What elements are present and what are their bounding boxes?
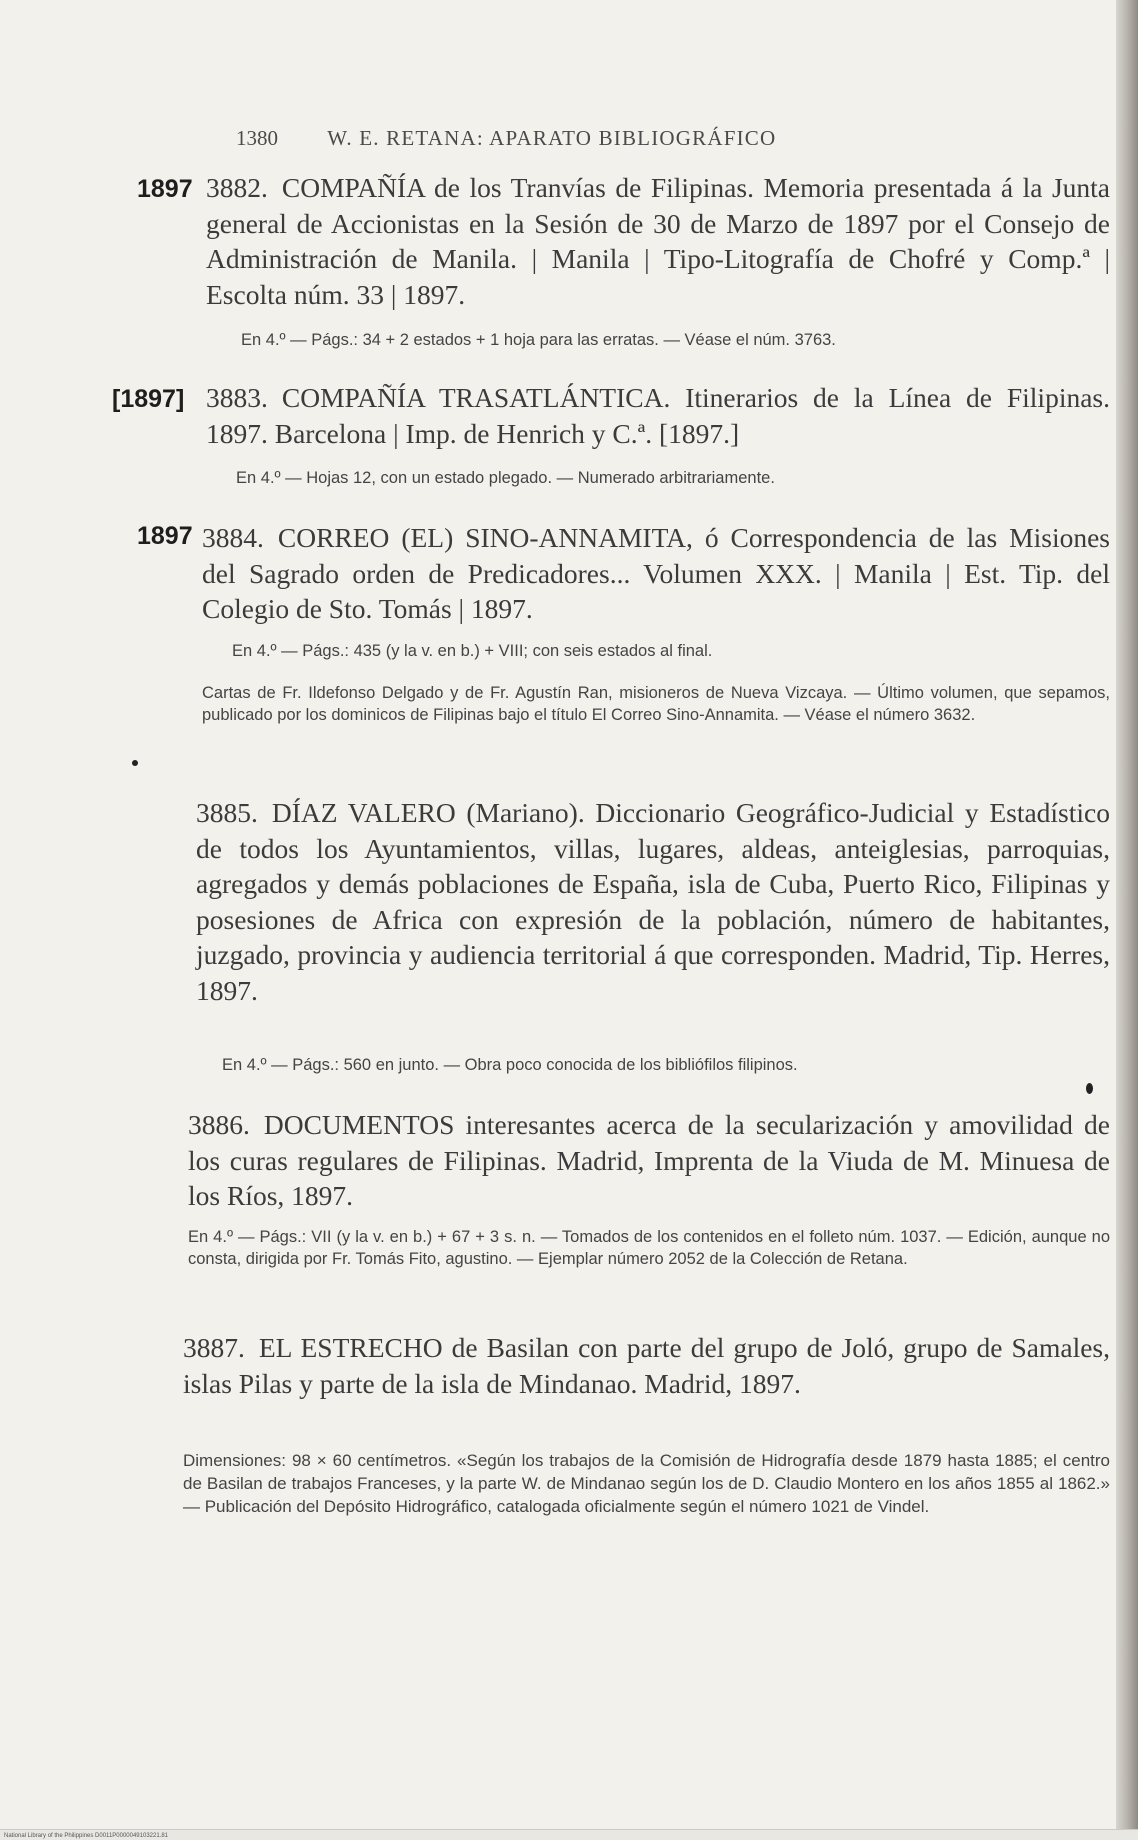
entry-body (202, 520, 1110, 627)
entry-note: En 4.º — Págs.: 435 (y la v. en b.) + VIII; con seis estados al final. (232, 642, 713, 660)
entry-note: En 4.º — Hojas 12, con un estado plegado. — Numerado arbitrariamente. (236, 469, 775, 487)
entry-body (206, 170, 1110, 312)
scan-footer-bar (0, 1829, 1138, 1840)
entry-note: En 4.º — Págs.: VII (y la v. en b.) + 67 + 3 s. n. — Tomados de los contenidos en el folleto núm. 1037. — Edición, aunque no consta, dirigida por Fr. Tomás Fito, agustino. — Ejemplar número 2052 de la Colección de Retana. (188, 1228, 1110, 1268)
entry-note: En 4.º — Págs.: 560 en junto. — Obra poco conocida de los bibliófilos filipinos. (222, 1056, 798, 1074)
entry-text: CORREO (EL) SINO-ANNAMITA, ó Correspondencia de las Misiones del Sagrado orden de Predicadores... Volumen XXX. | Manila | Est. Tip. del Colegio de Sto. Tomás | 1897. (202, 522, 1110, 624)
entry-text: DOCUMENTOS interesantes acerca de la secularización y amovilidad de los curas regulares de Filipinas. Madrid, Imprenta de la Viuda de M. Minuesa de los Ríos, 1897. (188, 1109, 1110, 1211)
entry-year: [1897] (112, 385, 185, 413)
entry-number: 3885. (196, 797, 258, 828)
ink-mark (1086, 1083, 1093, 1094)
entry-text: EL ESTRECHO de Basilan con parte del grupo de Joló, grupo de Samales, islas Pilas y parte de la isla de Mindanao. Madrid, 1897. (183, 1332, 1110, 1399)
entry-year: 1897 (137, 522, 193, 550)
page-header (236, 126, 776, 151)
entry-number: 3883. (206, 382, 268, 413)
scan-page-edge (1116, 0, 1138, 1840)
entry-body (196, 795, 1110, 1008)
ink-mark (132, 760, 138, 766)
entry-number: 3884. (202, 522, 264, 553)
entry-year: 1897 (137, 175, 193, 203)
entry-note: En 4.º — Págs.: 34 + 2 estados + 1 hoja para las erratas. — Véase el núm. 3763. (241, 331, 836, 349)
running-title: W. E. RETANA: APARATO BIBLIOGRÁFICO (327, 126, 777, 150)
entry-body (206, 380, 1110, 451)
entry-number: 3887. (183, 1332, 245, 1363)
entry-text: COMPAÑÍA TRASATLÁNTICA. Itinerarios de la Línea de Filipinas. 1897. Barcelona | Imp. de Henrich y C.ª. [1897.] (206, 382, 1110, 449)
scan-footer-text: National Library of the Philippines D0011P0000049103221.81 (4, 1833, 169, 1839)
entry-number: 3882. (206, 172, 268, 203)
entry-note: Cartas de Fr. Ildefonso Delgado y de Fr. Agustín Ran, misioneros de Nueva Vizcaya. — Último volumen, que sepamos, publicado por los dominicos de Filipinas bajo el título El Correo Sino-Annamita. — Véase el número 3632. (202, 684, 1110, 724)
entry-body (188, 1107, 1110, 1214)
entry-text: DÍAZ VALERO (Mariano). Diccionario Geográfico-Judicial y Estadístico de todos los Ayuntamientos, villas, lugares, aldeas, anteiglesias, parroquias, agregados y demás poblaciones de España, isla de Cuba, Puerto Rico, Filipinas y posesiones de Africa con expresión de la población, número de habitantes, juzgado, provincia y audiencia territorial á que corresponden. Madrid, Tip. Herres, 1897. (196, 797, 1110, 1006)
entry-note: Dimensiones: 98 × 60 centímetros. «Según los trabajos de la Comisión de Hidrografía desde 1879 hasta 1885; el centro de Basilan de trabajos Franceses, y la parte W. de Mindanao según los de D. Claudio Montero en los años 1855 al 1862.» — Publicación del Depósito Hidrográfico, catalogada oficialmente según el número 1021 de Vindel. (183, 1451, 1110, 1516)
entry-number: 3886. (188, 1109, 250, 1140)
entry-text: COMPAÑÍA de los Tranvías de Filipinas. Memoria presentada á la Junta general de Accionistas en la Sesión de 30 de Marzo de 1897 por el Consejo de Administración de Manila. | Manila | Tipo-Litografía de Chofré y Comp.ª | Escolta núm. 33 | 1897. (206, 172, 1110, 310)
page-number: 1380 (236, 126, 278, 150)
entry-body (183, 1330, 1110, 1401)
